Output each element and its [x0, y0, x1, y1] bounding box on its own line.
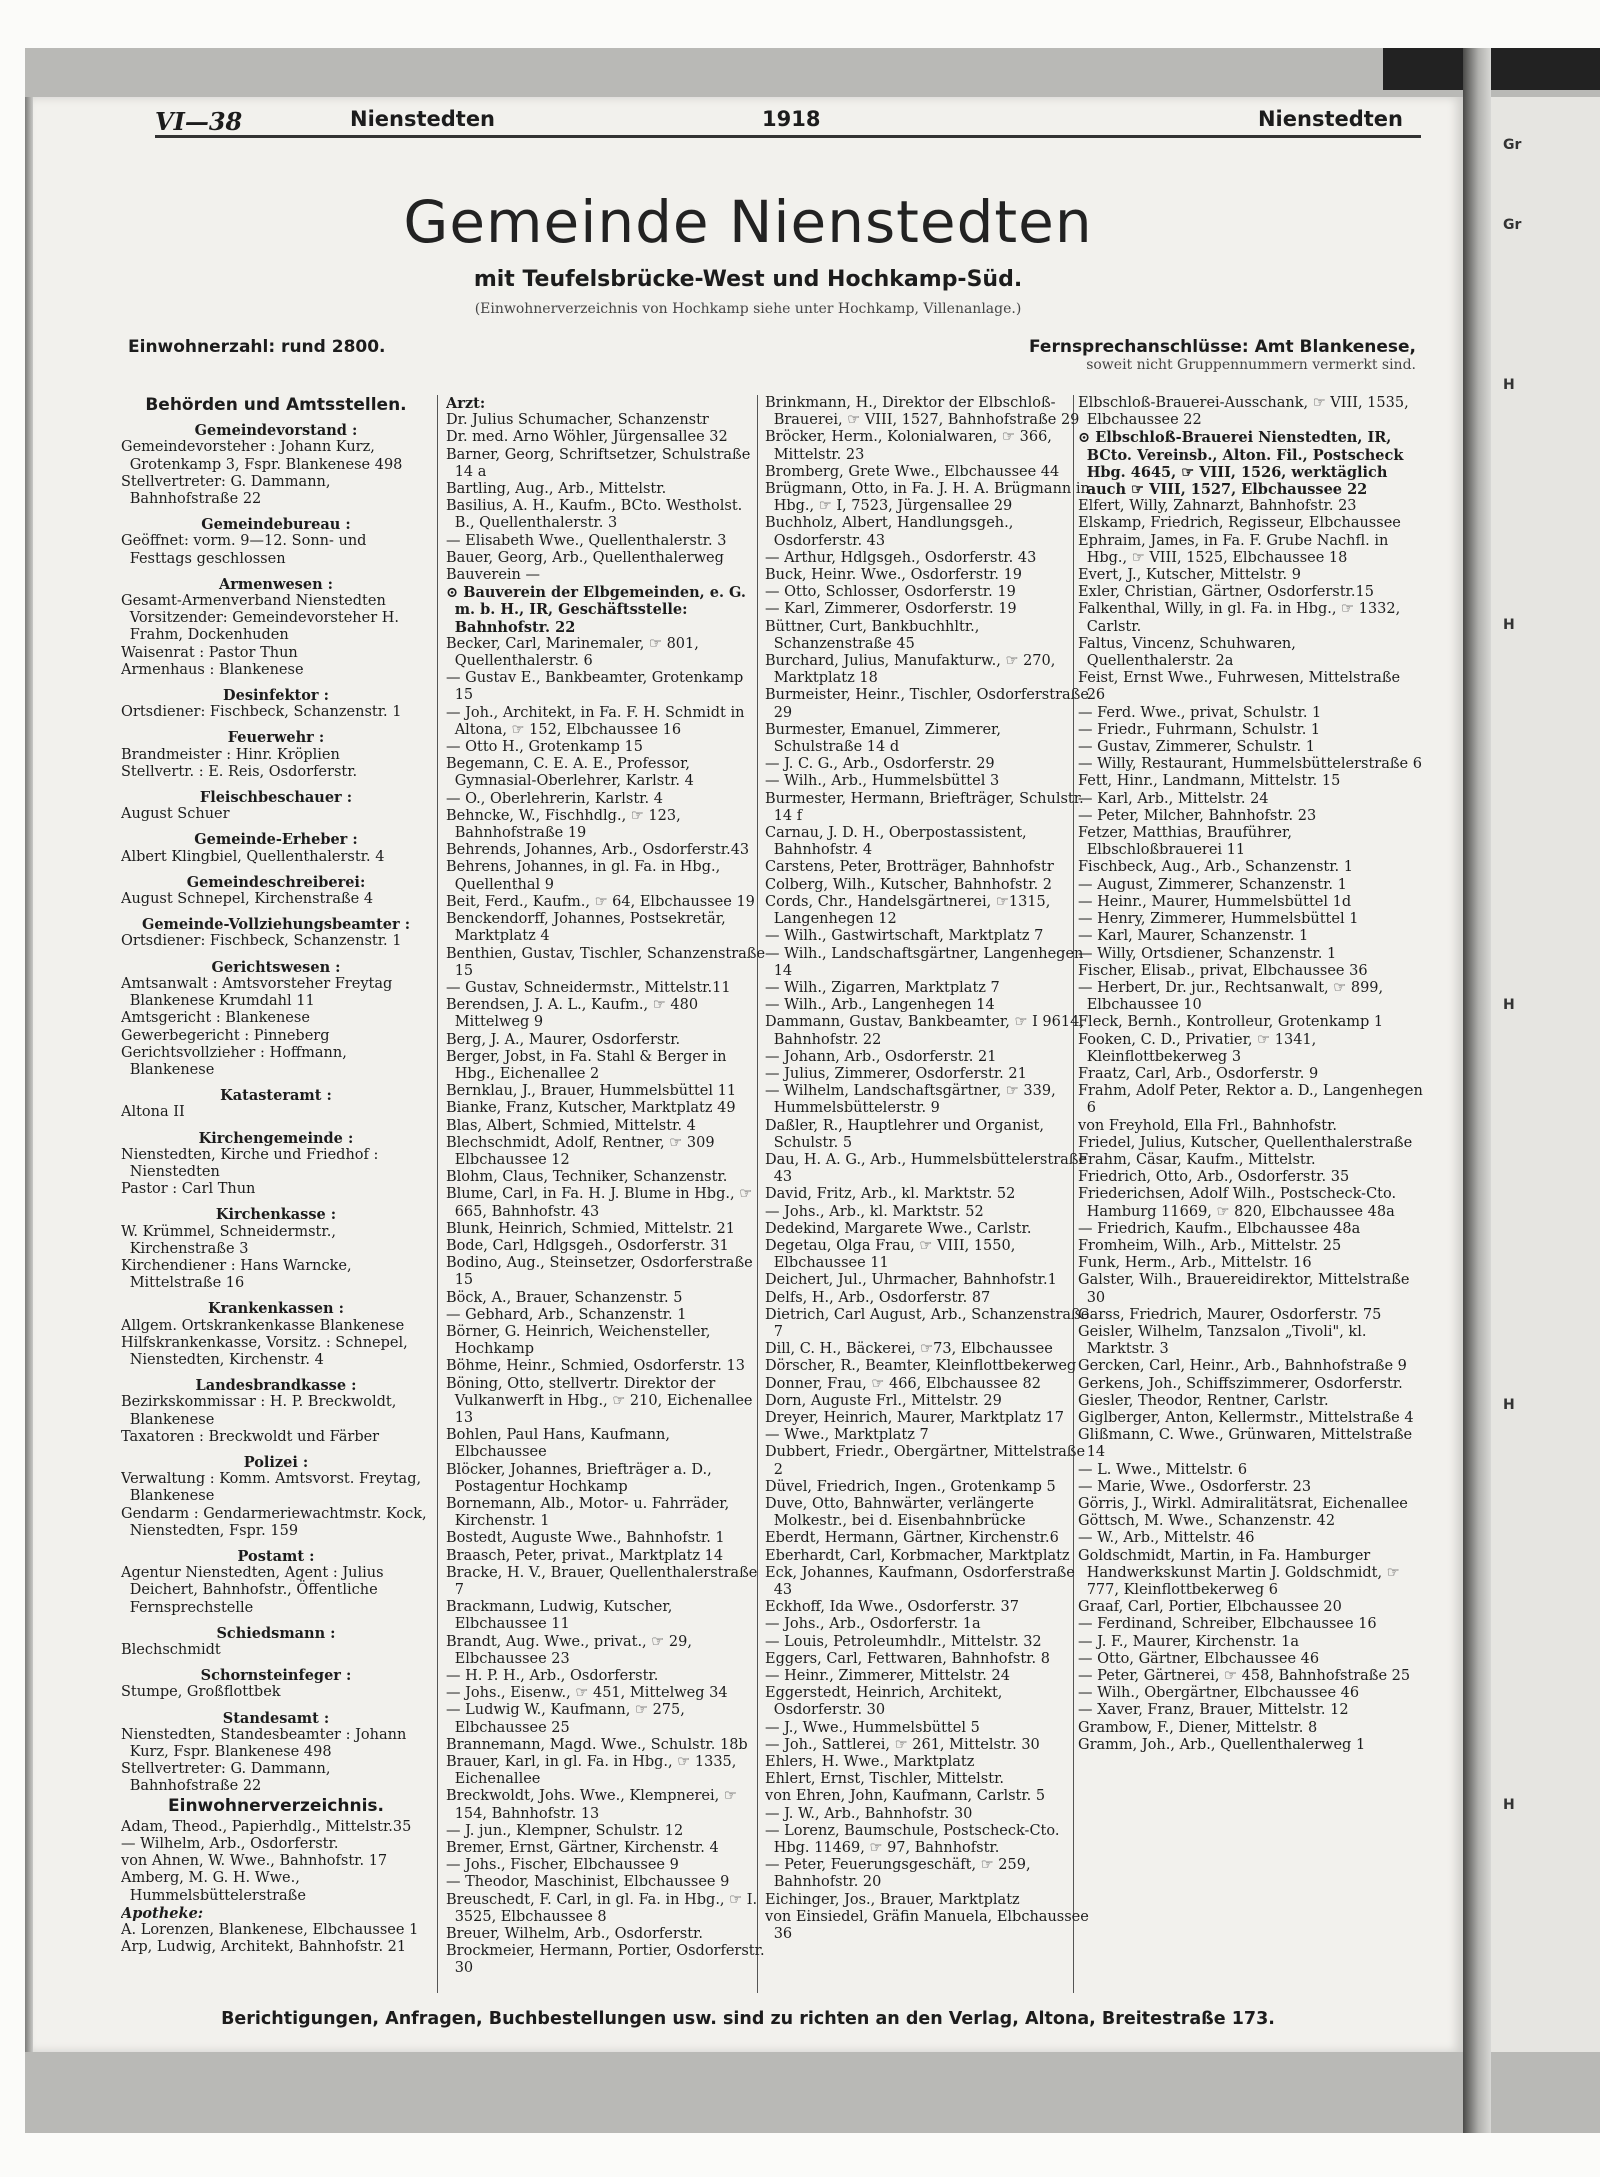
office-entry: Amtsgericht : Blankenese — [121, 1010, 310, 1027]
resident-entry: — W., Arb., Mittelstr. 46 — [1078, 1530, 1255, 1547]
column-authorities — [121, 395, 431, 1993]
office-entry: Waisenrat : Pastor Thun — [121, 644, 298, 661]
office-entry: Albert Klingbiel, Quellenthalerstr. 4 — [121, 848, 385, 865]
resident-entry: ⊙ Bauverein der Elbgemeinden, e. G. m. b. H., IR, Geschäftsstelle: Bahnhofstr. 22 — [446, 584, 746, 636]
running-head-right: Nienstedten — [1257, 107, 1403, 131]
resident-entry: — Wilh., Landschaftsgärtner, Langenhegen 14 — [765, 945, 1084, 979]
resident-entry: Brockmeier, Hermann, Portier, Osdorferstr. 30 — [446, 1943, 765, 1977]
resident-entry: David, Fritz, Arb., kl. Marktstr. 52 — [765, 1186, 1016, 1203]
running-head — [155, 103, 1421, 138]
resident-entry: — Gebhard, Arb., Schanzenstr. 1 — [446, 1306, 687, 1323]
resident-entry: Benthien, Gustav, Tischler, Schanzenstraße 15 — [446, 945, 766, 979]
office-heading: Feuerwehr : — [227, 729, 325, 747]
resident-entry: — Marie, Wwe., Osdorferstr. 23 — [1078, 1478, 1312, 1495]
resident-entry: Brauer, Karl, in gl. Fa. in Hbg., ☞ 1335, Eichenallee — [446, 1754, 737, 1788]
resident-entry: Burchard, Julius, Manufakturw., ☞ 270, Marktplatz 18 — [765, 653, 1056, 687]
office-entry: Taxatoren : Breckwoldt und Färber — [121, 1428, 380, 1445]
resident-entry: — Gustav E., Bankbeamter, Grotenkamp 15 — [446, 670, 744, 704]
resident-entry: — August, Zimmerer, Schanzenstr. 1 — [1078, 876, 1347, 893]
resident-entry: Benckendorff, Johannes, Postsekretär, Marktplatz 4 — [446, 911, 726, 945]
office-heading: Gemeindebureau : — [201, 516, 351, 534]
resident-entry: Brannemann, Magd. Wwe., Schulstr. 18b — [446, 1736, 748, 1753]
resident-entry: Frahm, Cäsar, Kaufm., Mittelstr. — [1078, 1151, 1316, 1168]
resident-entry: Behrends, Johannes, Arb., Osdorferstr.43 — [446, 842, 750, 859]
resident-entry: — Johs., Eisenw., ☞ 451, Mittelweg 34 — [446, 1685, 728, 1702]
resident-entry: — Wilh., Arb., Langenhegen 14 — [765, 997, 995, 1014]
office-heading: Schiedsmann : — [216, 1624, 336, 1642]
resident-entry: Fetzer, Matthias, Brauführer, Elbschloßbrauerei 11 — [1078, 825, 1292, 859]
book-spine-edge — [25, 97, 33, 2052]
resident-entry: — Wwe., Marktplatz 7 — [765, 1427, 929, 1444]
resident-entry: Dietrich, Carl August, Arb., Schanzenstraße 7 — [765, 1306, 1090, 1340]
resident-entry: Fraatz, Carl, Arb., Osdorferstr. 9 — [1078, 1065, 1319, 1082]
resident-entry: — Ferd. Wwe., privat, Schulstr. 1 — [1078, 704, 1322, 721]
resident-entry: von Einsiedel, Gräfin Manuela, Elbchaussee 36 — [765, 1908, 1089, 1943]
office-entry: Nienstedten, Kirche und Friedhof : Nienstedten — [121, 1146, 379, 1180]
resident-entry: — Louis, Petroleumhdlr., Mittelstr. 32 — [765, 1633, 1042, 1650]
resident-entry: Evert, J., Kutscher, Mittelstr. 9 — [1078, 567, 1301, 584]
resident-entry: Falkenthal, Willy, in gl. Fa. in Hbg., ☞ 1332, Carlstr. — [1078, 601, 1401, 635]
resident-entry: Dubbert, Friedr., Obergärtner, Mittelstraße 2 — [765, 1444, 1086, 1478]
office-entry: Stellvertreter: G. Dammann, Bahnhofstraße 22 — [121, 1761, 331, 1795]
office-entry: W. Krümmel, Schneidermstr., Kirchenstraße 3 — [121, 1223, 336, 1257]
resident-entry: Brügmann, Otto, in Fa. J. H. A. Brügmann in Hbg., ☞ I, 7523, Jürgensallee 29 — [765, 481, 1090, 515]
resident-entry: Frahm, Adolf Peter, Rektor a. D., Langenhegen 6 — [1078, 1083, 1423, 1117]
resident-entry: Colberg, Wilh., Kutscher, Bahnhofstr. 2 — [765, 876, 1053, 893]
resident-entry: Gerkens, Joh., Schiffszimmerer, Osdorferstr. — [1078, 1375, 1403, 1392]
resident-entry: — Wilh., Gastwirtschaft, Marktplatz 7 — [765, 928, 1044, 945]
resident-entry: — Julius, Zimmerer, Osdorferstr. 21 — [765, 1065, 1027, 1082]
resident-entry: Exler, Christian, Gärtner, Osdorferstr.15 — [1078, 584, 1374, 601]
page-subtitle: mit Teufelsbrücke-West und Hochkamp-Süd. — [473, 267, 1023, 292]
resident-entry: Duve, Otto, Bahnwärter, verlängerte Molkestr., bei d. Eisenbahnbrücke — [765, 1496, 1034, 1530]
resident-entry: Fleck, Bernh., Kontrolleur, Grotenkamp 1 — [1078, 1014, 1384, 1031]
resident-entry: Graaf, Carl, Portier, Elbchaussee 20 — [1078, 1599, 1342, 1616]
column-residents-e-g — [1078, 395, 1423, 1993]
resident-entry: Eggers, Carl, Fettwaren, Bahnhofstr. 8 — [765, 1650, 1050, 1667]
resident-entry: Blechschmidt, Adolf, Rentner, ☞ 309 Elbchaussee 12 — [446, 1134, 715, 1168]
resident-entry: — Wilhelm, Landschaftsgärtner, ☞ 339, Hummelsbüttelerstr. 9 — [765, 1083, 1056, 1117]
resident-entry: Elfert, Willy, Zahnarzt, Bahnhofstr. 23 — [1078, 498, 1357, 515]
resident-entry: Böck, A., Brauer, Schanzenstr. 5 — [446, 1289, 683, 1306]
resident-entry: — Arthur, Hdlgsgeh., Osdorferstr. 43 — [765, 549, 1037, 566]
resident-entry: Friedrich, Otto, Arb., Osdorferstr. 35 — [1078, 1169, 1350, 1186]
resident-entry: Breuschedt, F. Carl, in gl. Fa. in Hbg., ☞ I. 3525, Elbchaussee 8 — [446, 1891, 758, 1925]
resident-entry: Delfs, H., Arb., Osdorferstr. 87 — [765, 1289, 991, 1306]
office-entry: Geöffnet: vorm. 9—12. Sonn- und Festtags geschlossen — [121, 533, 367, 567]
resident-entry: — Xaver, Franz, Brauer, Mittelstr. 12 — [1078, 1702, 1349, 1719]
resident-entry: Blohm, Claus, Techniker, Schanzenstr. — [446, 1169, 728, 1186]
next-page-fragment: H — [1503, 377, 1515, 393]
resident-entry: — Karl, Maurer, Schanzenstr. 1 — [1078, 928, 1309, 945]
resident-entry: Berg, J. A., Maurer, Osdorferstr. — [446, 1031, 681, 1048]
resident-entry: Dörscher, R., Beamter, Kleinflottbekerweg — [765, 1358, 1077, 1375]
office-heading: Desinfektor : — [223, 687, 329, 705]
column-residents-b — [446, 395, 766, 1993]
resident-entry: Eberdt, Hermann, Gärtner, Kirchenstr.6 — [765, 1530, 1059, 1547]
office-entry: Gendarm : Gendarmeriewachtmstr. Kock, Nienstedten, Fspr. 159 — [121, 1505, 427, 1539]
resident-entry: Donner, Frau, ☞ 466, Elbchaussee 82 — [765, 1375, 1041, 1392]
office-heading: Landesbrandkasse : — [195, 1377, 357, 1395]
resident-entry: Börner, G. Heinrich, Weichensteller, Hochkamp — [446, 1323, 711, 1358]
office-heading: Gemeinde-Erheber : — [194, 831, 358, 849]
resident-entry: — Theodor, Maschinist, Elbchaussee 9 — [446, 1874, 730, 1891]
resident-entry: Bartling, Aug., Arb., Mittelstr. — [446, 481, 667, 498]
resident-entry: Buck, Heinr. Wwe., Osdorferstr. 19 — [765, 567, 1023, 584]
resident-entry: Feist, Ernst Wwe., Fuhrwesen, Mittelstraße 26 — [1078, 670, 1401, 704]
resident-entry: Carnau, J. D. H., Oberpostassistent, Bahnhofstr. 4 — [765, 825, 1027, 859]
resident-entry: — Karl, Zimmerer, Osdorferstr. 19 — [765, 601, 1017, 618]
resident-entry: Adam, Theod., Papierhdlg., Mittelstr.35 — [121, 1818, 412, 1835]
resident-entry: — Gustav, Schneidermstr., Mittelstr.11 — [446, 979, 731, 996]
resident-entry: — Wilh., Obergärtner, Elbchaussee 46 — [1078, 1685, 1360, 1702]
office-entry: Stellvertr. : E. Reis, Osdorferstr. — [121, 763, 358, 780]
pharmacy-heading: Apotheke: — [121, 1904, 204, 1922]
resident-entry: — Otto, Schlosser, Osdorferstr. 19 — [765, 584, 1016, 601]
office-heading: Kirchenkasse : — [215, 1206, 337, 1224]
resident-entry: Elbschloß-Brauerei-Ausschank, ☞ VIII, 1535, Elbchaussee 22 — [1078, 395, 1409, 429]
resident-entry: Gercken, Carl, Heinr., Arb., Bahnhofstraße 9 — [1078, 1358, 1407, 1375]
office-entry: Kirchendiener : Hans Warncke, Mittelstraße 16 — [121, 1257, 352, 1292]
resident-entry: Arp, Ludwig, Architekt, Bahnhofstr. 21 — [121, 1939, 407, 1956]
office-entry: Gerichtsvollzieher : Hoffmann, Blankenese — [121, 1044, 347, 1078]
office-entry: Bezirkskommissar : H. P. Breckwoldt, Blankenese — [121, 1394, 397, 1428]
resident-entry: Beit, Ferd., Kaufm., ☞ 64, Elbchaussee 19 — [446, 893, 755, 910]
resident-entry: Göttsch, M. Wwe., Schanzenstr. 42 — [1078, 1513, 1336, 1530]
resident-entry: Deichert, Jul., Uhrmacher, Bahnhofstr.1 — [765, 1272, 1057, 1289]
next-page-fragment: H — [1503, 1397, 1515, 1413]
resident-entry: — Friedrich, Kaufm., Elbchaussee 48a — [1078, 1220, 1361, 1237]
resident-entry: Bostedt, Auguste Wwe., Bahnhofstr. 1 — [446, 1530, 725, 1547]
office-entry: Gewerbegericht : Pinneberg — [121, 1027, 330, 1044]
resident-entry: Goldschmidt, Martin, in Fa. Hamburger Handwerkskunst Martin J. Goldschmidt, ☞ 777, Kleinflottbekerweg 6 — [1078, 1547, 1400, 1599]
resident-entry: Blume, Carl, in Fa. H. J. Blume in Hbg., ☞ 665, Bahnhofstr. 43 — [446, 1186, 753, 1220]
resident-entry: — Peter, Milcher, Bahnhofstr. 23 — [1078, 807, 1317, 824]
office-entry: Gemeindevorsteher : Johann Kurz, Grotenkamp 3, Fspr. Blankenese 498 — [121, 439, 403, 473]
resident-entry: Arzt: — [446, 395, 486, 412]
office-entry: Armenhaus : Blankenese — [121, 661, 304, 678]
office-entry: Gesamt-Armenverband Nienstedten Vorsitzender: Gemeindevorsteher H. Frahm, Dockenhuden — [121, 593, 399, 644]
resident-entry: Bauer, Georg, Arb., Quellenthalerweg — [446, 549, 724, 566]
resident-entry: — Karl, Arb., Mittelstr. 24 — [1078, 790, 1269, 807]
resident-entry: — Gustav, Zimmerer, Schulstr. 1 — [1078, 739, 1315, 756]
resident-entry: Bernklau, J., Brauer, Hummelsbüttel 11 — [446, 1083, 737, 1100]
population-count: Einwohnerzahl: rund 2800. — [128, 337, 386, 357]
phone-note: soweit nicht Gruppennummern vermerkt sind. — [1086, 357, 1416, 373]
office-entry: Nienstedten, Standesbeamter : Johann Kurz, Fspr. Blankenese 498 — [121, 1726, 407, 1761]
phone-info — [1029, 337, 1416, 373]
resident-entry: — J. F., Maurer, Kirchenstr. 1a — [1078, 1633, 1300, 1650]
resident-entry: Brandt, Aug. Wwe., privat., ☞ 29, Elbchaussee 23 — [446, 1633, 692, 1667]
next-page-fragment: H — [1503, 617, 1515, 633]
running-head-year: 1918 — [762, 107, 821, 131]
resident-entry: — Johann, Arb., Osdorferstr. 21 — [765, 1048, 997, 1065]
resident-entry: Dr. med. Arno Wöhler, Jürgensallee 32 — [446, 429, 728, 446]
resident-entry: von Ehren, John, Kaufmann, Carlstr. 5 — [765, 1788, 1046, 1805]
office-entry: Hilfskrankenkasse, Vorsitz. : Schnepel, Nienstedten, Kirchenstr. 4 — [121, 1334, 408, 1368]
resident-entry: Friederichsen, Adolf Wilh., Postscheck-Cto. Hamburg 11669, ☞ 820, Elbchaussee 48a — [1078, 1186, 1397, 1220]
office-heading: Armenwesen : — [218, 575, 334, 593]
office-entry: Amtsanwalt : Amtsvorsteher Freytag Blankenese Krumdahl 11 — [121, 975, 393, 1010]
resident-entry: Düvel, Friedrich, Ingen., Grotenkamp 5 — [765, 1478, 1056, 1495]
resident-entry: Geisler, Wilhelm, Tanzsalon „Tivoli", kl. Marktstr. 3 — [1078, 1323, 1367, 1358]
resident-entry: Eckhoff, Ida Wwe., Osdorferstr. 37 — [765, 1599, 1019, 1616]
resident-entry: Burmeister, Heinr., Tischler, Osdorferstraße 29 — [765, 687, 1089, 721]
resident-entry: Dr. Julius Schumacher, Schanzenstr — [446, 412, 709, 429]
page-title: Gemeinde Nienstedten — [403, 188, 1093, 256]
resident-entry: Breuer, Wilhelm, Arb., Osdorferstr. — [446, 1926, 703, 1943]
office-heading: Kirchengemeinde : — [198, 1129, 354, 1147]
next-page-fragment: Gr — [1503, 217, 1522, 233]
resident-entry: — Johs., Fischer, Elbchaussee 9 — [446, 1857, 679, 1874]
office-entry: Allgem. Ortskrankenkasse Blankenese — [121, 1317, 405, 1334]
resident-entry: — Friedr., Fuhrmann, Schulstr. 1 — [1078, 721, 1321, 738]
resident-entry: — Lorenz, Baumschule, Postscheck-Cto. Hbg. 11469, ☞ 97, Bahnhofstr. — [765, 1822, 1060, 1857]
resident-entry: — Henry, Zimmerer, Hummelsbüttel 1 — [1078, 911, 1359, 928]
resident-entry: Giglberger, Anton, Kellermstr., Mittelstraße 4 — [1078, 1409, 1414, 1426]
resident-entry: — Johs., Arb., kl. Marktstr. 52 — [765, 1203, 984, 1220]
resident-entry: Bauverein — — [446, 567, 541, 584]
resident-entry: Dorn, Auguste Frl., Mittelstr. 29 — [765, 1392, 1002, 1409]
office-entry: August Schuer — [121, 806, 230, 823]
office-entry: Blechschmidt — [121, 1642, 221, 1658]
resident-entry: Carstens, Peter, Brotträger, Bahnhofstr — [765, 859, 1054, 876]
resident-entry: Braasch, Peter, privat., Marktplatz 14 — [446, 1547, 724, 1564]
column-residents-b-e — [765, 395, 1090, 1993]
resident-entry: — Willy, Restaurant, Hummelsbüttelerstraße 6 — [1078, 756, 1422, 773]
resident-entry: — O., Oberlehrerin, Karlstr. 4 — [446, 790, 663, 807]
office-entry: Stellvertreter: G. Dammann, Bahnhofstraße 22 — [121, 473, 331, 508]
resident-entry: — Peter, Gärtnerei, ☞ 458, Bahnhofstraße 25 — [1078, 1668, 1411, 1685]
resident-entry: — Joh., Architekt, in Fa. F. H. Schmidt in Altona, ☞ 152, Elbchaussee 16 — [446, 704, 745, 738]
resident-entry: — Otto, Gärtner, Elbchaussee 46 — [1078, 1650, 1320, 1667]
resident-entry: Behrens, Johannes, in gl. Fa. in Hbg., Quellenthal 9 — [446, 859, 721, 893]
office-entry: Verwaltung : Komm. Amtsvorst. Freytag, Blankenese — [121, 1471, 422, 1505]
resident-entry: — J. jun., Klempner, Schulstr. 12 — [446, 1822, 684, 1839]
resident-entry: Burmester, Emanuel, Zimmerer, Schulstraße 14 d — [765, 721, 1002, 756]
resident-list-heading: Einwohnerverzeichnis. — [168, 1795, 384, 1816]
resident-entry: Bode, Carl, Hdlgsgeh., Osdorferstr. 31 — [446, 1237, 729, 1254]
resident-entry: Bornemann, Alb., Motor- u. Fahrräder, Kirchenstr. 1 — [446, 1496, 730, 1530]
resident-entry: Grambow, F., Diener, Mittelstr. 8 — [1078, 1719, 1318, 1736]
resident-entry: Bremer, Ernst, Gärtner, Kirchenstr. 4 — [446, 1840, 719, 1857]
resident-entry: Garss, Friedrich, Maurer, Osdorferstr. 75 — [1078, 1306, 1382, 1323]
resident-entry: Fromheim, Wilh., Arb., Mittelstr. 25 — [1078, 1237, 1342, 1254]
resident-entry: — Otto H., Grotenkamp 15 — [446, 739, 643, 756]
resident-entry: — Wilhelm, Arb., Osdorferstr. — [121, 1836, 339, 1853]
resident-entry: Elskamp, Friedrich, Regisseur, Elbchaussee — [1078, 515, 1401, 532]
office-heading: Gemeinde-Vollziehungsbeamter : — [141, 916, 411, 934]
resident-entry: Bianke, Franz, Kutscher, Marktplatz 49 — [446, 1100, 736, 1117]
next-page-fragment: H — [1503, 1797, 1515, 1813]
resident-entry: Görris, J., Wirkl. Admiralitätsrat, Eichenallee — [1078, 1496, 1408, 1512]
resident-entry: — J. C. G., Arb., Osdorferstr. 29 — [765, 756, 995, 773]
office-heading: Gemeindevorstand : — [194, 422, 358, 440]
resident-entry: Fischer, Elisab., privat, Elbchaussee 36 — [1078, 962, 1368, 979]
book-gutter — [1463, 48, 1491, 2133]
resident-entry: Behncke, W., Fischhdlg., ☞ 123, Bahnhofstraße 19 — [446, 807, 681, 842]
resident-entry: — Heinr., Maurer, Hummelsbüttel 1d — [1078, 893, 1352, 910]
resident-entry: Daßler, R., Hauptlehrer und Organist, Schulstr. 5 — [765, 1117, 1044, 1151]
column-rule — [437, 395, 438, 1993]
running-head-left: Nienstedten — [350, 107, 496, 131]
office-heading: Standesamt : — [222, 1709, 330, 1727]
resident-entry: Blöcker, Johannes, Briefträger a. D., Postagentur Hochkamp — [446, 1461, 712, 1495]
resident-entry: Begemann, C. E. A. E., Professor, Gymnasial-Oberlehrer, Karlstr. 4 — [446, 756, 694, 790]
section-heading: Behörden und Amtsstellen. — [145, 395, 407, 415]
resident-entry: — Wilh., Zigarren, Marktplatz 7 — [765, 979, 1000, 996]
office-heading: Gemeindeschreiberei: — [186, 873, 366, 891]
resident-entry: Eichinger, Jos., Brauer, Marktplatz — [765, 1891, 1020, 1908]
resident-entry: Bromberg, Grete Wwe., Elbchaussee 44 — [765, 463, 1060, 480]
resident-entry: Fischbeck, Aug., Arb., Schanzenstr. 1 — [1078, 859, 1354, 876]
resident-entry: Degetau, Olga Frau, ☞ VIII, 1550, Elbchaussee 11 — [765, 1237, 1016, 1272]
resident-entry: Blas, Albert, Schmied, Mittelstr. 4 — [446, 1117, 696, 1134]
next-page-fragment: Gr — [1503, 137, 1522, 153]
resident-entry: Bracke, H. V., Brauer, Quellenthalerstraße 7 — [446, 1564, 758, 1599]
next-page-edge — [1491, 97, 1600, 2052]
phone-title: Fernsprechanschlüsse: Amt Blankenese, — [1029, 337, 1416, 357]
resident-entry: Dreyer, Heinrich, Maurer, Marktplatz 17 — [765, 1409, 1064, 1426]
resident-entry: Ephraim, James, in Fa. F. Grube Nachfl. in Hbg., ☞ VIII, 1525, Elbchaussee 18 — [1078, 532, 1389, 566]
resident-entry: Böhme, Heinr., Schmied, Osdorferstr. 13 — [446, 1358, 745, 1375]
office-entry: Ortsdiener: Fischbeck, Schanzenstr. 1 — [121, 933, 402, 950]
office-heading: Schornsteinfeger : — [200, 1667, 352, 1685]
resident-entry: Brackmann, Ludwig, Kutscher, Elbchaussee 11 — [446, 1599, 673, 1633]
resident-entry: Faltus, Vincenz, Schuhwaren, Quellenthalerstr. 2a — [1078, 635, 1296, 670]
office-heading: Polizei : — [243, 1453, 309, 1471]
page-note: (Einwohnerverzeichnis von Hochkamp siehe unter Hochkamp, Villenanlage.) — [474, 301, 1022, 317]
resident-entry: Eggerstedt, Heinrich, Architekt, Osdorferstr. 30 — [765, 1685, 1003, 1719]
resident-entry: — Joh., Sattlerei, ☞ 261, Mittelstr. 30 — [765, 1736, 1040, 1753]
resident-entry: Blunk, Heinrich, Schmied, Mittelstr. 21 — [446, 1220, 735, 1237]
office-heading: Krankenkassen : — [208, 1300, 344, 1318]
resident-entry: Fooken, C. D., Privatier, ☞ 1341, Kleinflottbekerweg 3 — [1078, 1031, 1317, 1065]
resident-entry: — L. Wwe., Mittelstr. 6 — [1078, 1461, 1248, 1478]
office-entry: Altona II — [121, 1104, 185, 1121]
office-entry: Ortsdiener: Fischbeck, Schanzenstr. 1 — [121, 704, 402, 721]
book-page — [33, 97, 1463, 2052]
office-entry: Stumpe, Großflottbek — [121, 1684, 281, 1701]
resident-entry: — Ludwig W., Kaufmann, ☞ 275, Elbchaussee 25 — [446, 1702, 685, 1736]
resident-entry: Barner, Georg, Schriftsetzer, Schulstraße 14 a — [446, 446, 751, 480]
resident-entry: Giesler, Theodor, Rentner, Carlstr. — [1078, 1392, 1329, 1409]
resident-entry: — Herbert, Dr. jur., Rechtsanwalt, ☞ 899, Elbchaussee 10 — [1078, 979, 1384, 1014]
resident-entry: — Willy, Ortsdiener, Schanzenstr. 1 — [1078, 945, 1337, 962]
resident-entry: Böning, Otto, stellvertr. Direktor der Vulkanwerft in Hbg., ☞ 210, Eichenallee 13 — [446, 1375, 753, 1426]
resident-entry: ⊙ Elbschloß-Brauerei Nienstedten, IR, BCto. Vereinsb., Alton. Fil., Postscheck Hbg. 4645, ☞ VIII, 1526, werktäglich auch ☞ VIII, 1527, Elbchaussee 22 — [1078, 429, 1404, 499]
resident-entry: von Ahnen, W. Wwe., Bahnhofstr. 17 — [121, 1853, 388, 1870]
resident-entry: von Freyhold, Ella Frl., Bahnhofstr. — [1078, 1117, 1338, 1134]
office-heading: Katasteramt : — [220, 1087, 332, 1105]
resident-entry: Burmester, Hermann, Briefträger, Schulstr. 14 f — [765, 790, 1084, 824]
resident-entry: Berendsen, J. A. L., Kaufm., ☞ 480 Mittelweg 9 — [446, 997, 699, 1031]
resident-entry: Galster, Wilh., Brauereidirektor, Mittelstraße 30 — [1078, 1272, 1410, 1306]
resident-entry: Gramm, Joh., Arb., Quellenthalerweg 1 — [1078, 1736, 1366, 1753]
resident-entry: — Elisabeth Wwe., Quellenthalerstr. 3 — [446, 532, 727, 549]
resident-entry: Ehlers, H. Wwe., Marktplatz — [765, 1754, 975, 1771]
office-heading: Postamt : — [237, 1547, 315, 1565]
resident-entry: Brinkmann, H., Direktor der Elbschloß-Brauerei, ☞ VIII, 1527, Bahnhofstraße 29 — [765, 395, 1080, 429]
page-number: VI—38 — [155, 107, 243, 136]
resident-entry: Breckwoldt, Johs. Wwe., Klempnerei, ☞ 154, Bahnhofstr. 13 — [446, 1788, 737, 1822]
resident-entry: — J., Wwe., Hummelsbüttel 5 — [765, 1719, 980, 1736]
office-entry: Pastor : Carl Thun — [121, 1181, 256, 1198]
resident-entry: Friedel, Julius, Kutscher, Quellenthalerstraße — [1078, 1134, 1413, 1151]
office-entry: Brandmeister : Hinr. Kröplien — [121, 746, 340, 763]
resident-entry: — J. W., Arb., Bahnhofstr. 30 — [765, 1805, 973, 1822]
resident-entry: Dedekind, Margarete Wwe., Carlstr. — [765, 1220, 1032, 1237]
resident-entry: Bodino, Aug., Steinsetzer, Osdorferstraße 15 — [446, 1255, 753, 1289]
resident-entry: Funk, Herm., Arb., Mittelstr. 16 — [1078, 1255, 1312, 1272]
resident-entry: Fett, Hinr., Landmann, Mittelstr. 15 — [1078, 773, 1341, 790]
office-heading: Gerichtswesen : — [211, 958, 341, 976]
resident-entry: Ehlert, Ernst, Tischler, Mittelstr. — [765, 1771, 1005, 1788]
resident-entry: A. Lorenzen, Blankenese, Elbchaussee 1 — [121, 1922, 419, 1939]
scanner-tab — [1383, 48, 1600, 90]
resident-entry: Bohlen, Paul Hans, Kaufmann, Elbchaussee — [446, 1427, 670, 1461]
resident-entry: Eck, Johannes, Kaufmann, Osdorferstraße 43 — [765, 1564, 1075, 1599]
office-heading: Fleischbeschauer : — [199, 789, 353, 807]
resident-entry: Cords, Chr., Handelsgärtnerei, ☞1315, Langenhegen 12 — [765, 893, 1051, 928]
resident-entry: Dammann, Gustav, Bankbeamter, ☞ I 9614, Bahnhofstr. 22 — [765, 1014, 1084, 1048]
resident-entry: Basilius, A. H., Kaufm., BCto. Westholst. B., Quellenthalerstr. 3 — [446, 498, 743, 532]
resident-entry: — Ferdinand, Schreiber, Elbchaussee 16 — [1078, 1616, 1377, 1633]
office-entry: August Schnepel, Kirchenstraße 4 — [121, 891, 374, 908]
resident-entry: Bröcker, Herm., Kolonialwaren, ☞ 366, Mittelstr. 23 — [765, 429, 1052, 463]
resident-entry: Büttner, Curt, Bankbuchhltr., Schanzenstraße 45 — [765, 618, 980, 652]
resident-entry: — Heinr., Zimmerer, Mittelstr. 24 — [765, 1668, 1010, 1685]
resident-entry: Becker, Carl, Marinemaler, ☞ 801, Quellenthalerstr. 6 — [446, 635, 699, 670]
resident-entry: Berger, Jobst, in Fa. Stahl & Berger in Hbg., Eichenallee 2 — [446, 1048, 727, 1082]
next-page-fragment: H — [1503, 997, 1515, 1013]
resident-entry: — H. P. H., Arb., Osdorferstr. — [446, 1668, 659, 1685]
resident-entry: Dau, H. A. G., Arb., Hummelsbüttelerstraße 43 — [765, 1151, 1088, 1186]
resident-entry: Amberg, M. G. H. Wwe., Hummelsbüttelerstraße — [121, 1870, 306, 1904]
resident-entry: Buchholz, Albert, Handlungsgeh., Osdorferstr. 43 — [765, 515, 1014, 549]
resident-entry: — Johs., Arb., Osdorferstr. 1a — [765, 1616, 981, 1633]
office-entry: Agentur Nienstedten, Agent : Julius Deichert, Bahnhofstr., Öffentliche Fernsprechstelle — [121, 1565, 384, 1616]
resident-entry: Glißmann, C. Wwe., Grünwaren, Mittelstraße 14 — [1078, 1427, 1413, 1461]
resident-entry: — Wilh., Arb., Hummelsbüttel 3 — [765, 773, 1000, 790]
resident-entry: — Peter, Feuerungsgeschäft, ☞ 259, Bahnhofstr. 20 — [765, 1857, 1031, 1891]
resident-entry: Dill, C. H., Bäckerei, ☞73, Elbchaussee — [765, 1341, 1053, 1358]
publisher-footer: Berichtigungen, Anfragen, Buchbestellungen usw. sind zu richten an den Verlag, Altona, Breitestraße 173. — [221, 2009, 1275, 2029]
resident-entry: Eberhardt, Carl, Korbmacher, Marktplatz — [765, 1547, 1070, 1564]
